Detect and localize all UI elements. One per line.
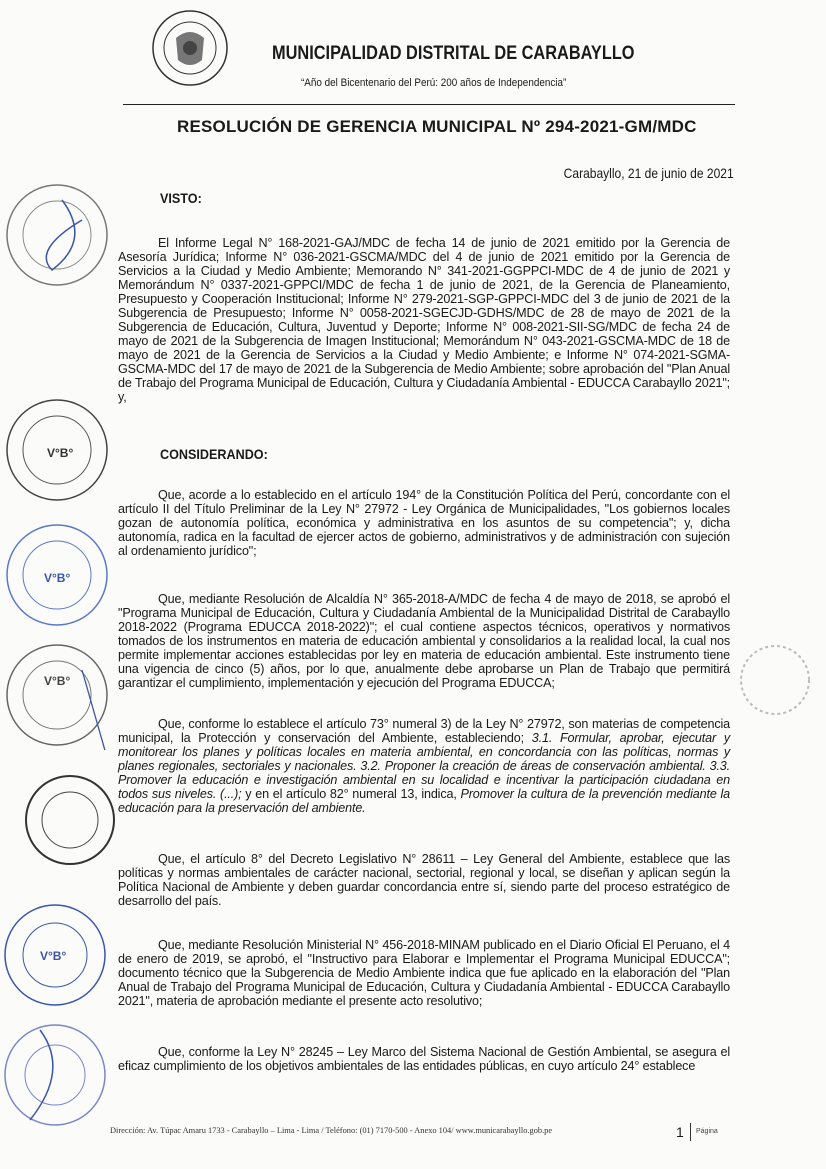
approval-stamp-icon	[2, 520, 112, 630]
approval-stamp-icon	[2, 180, 112, 290]
svg-text:V°B°: V°B°	[44, 571, 71, 585]
considerando-text: Que, el artículo 8° del Decreto Legislativo N° 28611 – Ley General del Ambiente, establece que las políticas y normas ambientales de carácter nacional, sectorial, regional y local, se diseñan y aplican según la Política Nacional de Ambiente y deben guardar concordancia entre sí, siendo parte del proceso estratégico de desarrollo del país.	[118, 852, 730, 908]
considerando-paragraph	[118, 488, 730, 558]
considerando-heading: CONSIDERANDO:	[160, 446, 268, 462]
considerando-paragraph	[118, 852, 730, 908]
quoted-law-text: Promover la cultura de la prevención mediante la educación para la preservación del ambiente.	[118, 787, 730, 815]
considerando-text: Que, conforme la Ley N° 28245 – Ley Marco del Sistema Nacional de Gestión Ambiental, se asegura el eficaz cumplimiento de los objetivos ambientales de las entidades públicas, en cuyo artículo 24° establece	[118, 1045, 730, 1073]
considerando-text: Que, mediante Resolución Ministerial N° 456-2018-MINAM publicado en el Diario Oficial El Peruano, el 4 de enero de 2019, se aprobó, el "Instructivo para Elaborar e Implementar el Programa Municipal EDUCCA"; documento técnico que la Subgerencia de Medio Ambiente indica que fue aplicado en la elaboración del "Plan Anual de Trabajo del Programa Municipal de Educación, Cultura y Ciudadanía Ambiental - EDUCCA Carabayllo 2021", materia de aprobación mediante el presente acto resolutivo;	[118, 938, 730, 1008]
page-label: Página	[696, 1128, 718, 1135]
municipal-seal-logo	[150, 8, 230, 88]
svg-text:V°B°: V°B°	[40, 949, 67, 963]
approval-stamp-icon	[2, 640, 112, 750]
considerando-text: Que, acorde a lo establecido en el artículo 194° de la Constitución Política del Perú, concordante con el artículo II del Título Preliminar de la Ley N° 27972 - Ley Orgánica de Municipalidades, "Los gobiernos locales gozan de autonomía política, económica y administrativa en los asuntos de su competencia"; y, dicha autonomía, radica en la facultad de ejercer actos de gobierno, administrativos y de administración con sujeción al ordenamiento jurídico";	[118, 488, 730, 558]
approval-stamp-icon	[20, 770, 120, 870]
visto-text: El Informe Legal N° 168-2021-GAJ/MDC de fecha 14 de junio de 2021 emitido por la Gerencia de Asesoría Jurídica; Informe N° 036-2021-GSCMA/MDC del 4 de junio de 2021 emitido por la Gerencia de Servicios a la Ciudad y Medio Ambiente; Memorando N° 341-2021-GGPPCI-MDC de 4 de junio de 2021 y Memorándum N° 0337-2021-GPPCI/MDC de fecha 1 de junio de 2021, de la Gerencia de Planeamiento, Presupuesto y Cooperación Institucional; Informe N° 279-2021-SGP-GPPCI-MDC del 3 de junio de 2021 de la Subgerencia de Presupuesto; Informe N° 0058-2021-SGECJD-GDHS/MDC de 28 de mayo de 2021 de la Subgerencia de Educación, Cultura, Juventud y Deporte; Informe N° 008-2021-SII-SG/MDC de fecha 24 de mayo de 2021 de la Subgerencia de Imagen Institucional; Memorándum N° 043-2021-GSCMA-MDC de 18 de mayo de 2021 de la Gerencia de Servicios a la Ciudad y Medio Ambiente; e Informe N° 074-2021-SGMA-GSCMA-MDC del 17 de mayo de 2021 de la Subgerencia de Medio Ambiente; sobre aprobación del "Plan Anual de Trabajo del Programa Municipal de Educación, Cultura y Ciudadanía Ambiental - EDUCCA Carabayllo 2021"; y,	[118, 236, 730, 404]
organization-name: MUNICIPALIDAD DISTRITAL DE CARABAYLLO	[272, 43, 635, 64]
visto-paragraph	[118, 236, 730, 404]
approval-stamp-icon	[0, 1020, 110, 1130]
year-motto: “Año del Bicentenario del Perú: 200 años de Independencia”	[301, 77, 567, 89]
considerando-paragraph	[118, 592, 730, 690]
page-divider	[690, 1123, 691, 1141]
quoted-law-text: 3.1. Formular, aprobar, ejecutar y monitorear los planes y políticas locales en materia ambiental, en concordancia con las políticas, normas y planes regionales, sectoriales y nacionales. 3.2. Proponer la creación de áreas de conservación ambiental. 3.3. Promover la educación e investigación ambiental en su localidad e incentivar la participación ciudadana en todos sus niveles. (...);	[118, 731, 730, 801]
page-number: 1	[676, 1124, 684, 1140]
considerando-text: y en el artículo 82° numeral 13, indica,	[241, 787, 461, 801]
header-divider	[123, 104, 735, 105]
svg-text:V°B°: V°B°	[44, 674, 71, 688]
considerando-paragraph	[118, 1045, 730, 1073]
considerando-paragraph	[118, 938, 730, 1008]
visto-heading: VISTO:	[160, 190, 202, 206]
resolution-title: RESOLUCIÓN DE GERENCIA MUNICIPAL Nº 294-2021-GM/MDC	[177, 117, 697, 136]
considerando-paragraph	[118, 717, 730, 815]
document-date: Carabayllo, 21 de junio de 2021	[563, 165, 734, 181]
approval-stamp-icon	[0, 900, 110, 1010]
faded-stamp-icon	[735, 640, 815, 720]
footer-address: Dirección: Av. Túpac Amaru 1733 - Carabayllo – Lima - Lima / Teléfono: (01) 7170-500 - Anexo 104/ www.municarabayllo.gob.pe	[110, 1126, 553, 1135]
considerando-text: Que, mediante Resolución de Alcaldía N° 365-2018-A/MDC de fecha 4 de mayo de 2018, se aprobó el "Programa Municipal de Educación, Cultura y Ciudadanía Ambiental de la Municipalidad Distrital de Carabayllo 2018-2022 (Programa EDUCCA 2018-2022)"; el cual contiene aspectos técnicos, operativos y normativos tomados de los instrumentos en materia de educación ambiental y consolidarios a la realidad local, la cual nos permite implementar acciones establecidas por ley en materia de educación ambiental. Este instrumento tiene una vigencia de cinco (5) años, por lo que, anualmente debe aprobarse un Plan de Trabajo que permitirá garantizar el cumplimiento, implementación y ejecución del Programa EDUCCA;	[118, 592, 730, 690]
approval-stamp-icon	[2, 395, 112, 505]
considerando-text: Que, conforme lo establece el artículo 73° numeral 3) de la Ley N° 27972, son materias de competencia municipal, la Protección y conservación del Ambiente, estableciendo;	[118, 717, 730, 745]
svg-text:V°B°: V°B°	[47, 446, 74, 460]
